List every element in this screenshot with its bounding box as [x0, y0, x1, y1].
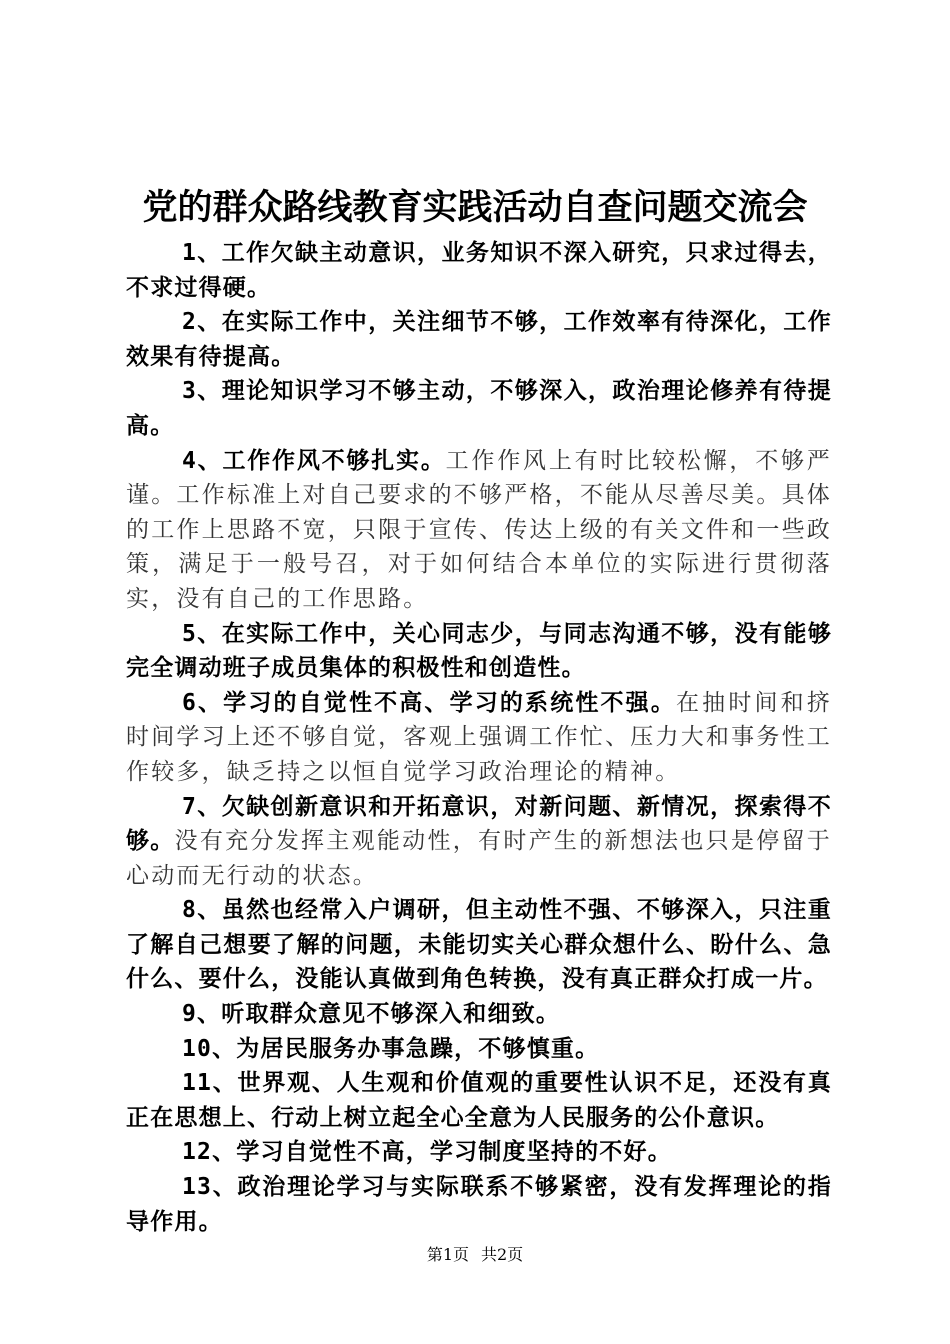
paragraph-main: 9、听取群众意见不够深入和细致。 — [182, 1001, 561, 1028]
paragraph-main: 13、政治理论学习与实际联系不够紧密，没有发挥理论的指导作用。 — [126, 1174, 832, 1235]
paragraph-main: 4、工作作风不够扎实。 — [182, 447, 446, 474]
paragraph-main: 1、工作欠缺主动意识，业务知识不深入研究，只求过得去，不求过得硬。 — [126, 240, 832, 301]
paragraph-13 — [126, 1170, 832, 1239]
paragraph-detail: 没有充分发挥主观能动性，有时产生的新想法也只是停留于心动而无行动的状态。 — [126, 828, 832, 889]
paragraph-11 — [126, 1066, 832, 1135]
paragraph-main: 5、在实际工作中，关心同志少，与同志沟通不够，没有能够完全调动班子成员集体的积极性和创造性。 — [126, 620, 832, 682]
paragraph-detail: 工作作风上有时比较松懈，不够严谨。工作标准上对自己要求的不够严格，不能从尽善尽美。具体的工作上思路不宽，只限于宣传、传达上级的有关文件和一些政策，满足于一般号召，对于如何结合本单位的实际进行贯彻落实，没有自己的工作思路。 — [126, 447, 832, 612]
paragraph-3 — [126, 374, 832, 443]
paragraph-4 — [126, 444, 832, 617]
paragraph-main: 3、理论知识学习不够主动，不够深入，政治理论修养有待提高。 — [126, 378, 832, 439]
paragraph-main: 7、欠缺创新意识和开拓意识，对新问题、新情况，探索得不够。 — [126, 793, 832, 855]
paragraph-7 — [126, 790, 832, 894]
paragraph-1 — [126, 236, 832, 305]
document-body — [126, 236, 832, 1239]
paragraph-main: 8、虽然也经常入户调研，但主动性不强、不够深入，只注重了解自己想要了解的问题，未能切实关心群众想什么、盼什么、急什么、要什么，没能认真做到角色转换，没有真正群众打成一片。 — [126, 897, 832, 993]
paragraph-main: 10、为居民服务办事急躁，不够慎重。 — [182, 1035, 600, 1062]
page-footer — [0, 1244, 950, 1266]
paragraph-6 — [126, 686, 832, 790]
page-count: 共2页 — [481, 1245, 524, 1264]
paragraph-9 — [126, 997, 832, 1032]
document-title: 党的群众路线教育实践活动自查问题交流会 — [142, 188, 808, 228]
paragraph-12 — [126, 1135, 832, 1170]
paragraph-5 — [126, 617, 832, 686]
paragraph-main: 6、学习的自觉性不高、学习的系统性不强。 — [182, 689, 676, 716]
paragraph-8 — [126, 893, 832, 997]
paragraph-main: 12、学习自觉性不高，学习制度坚持的不好。 — [182, 1139, 672, 1166]
paragraph-10 — [126, 1032, 832, 1067]
paragraph-2 — [126, 305, 832, 374]
paragraph-detail: 在抽时间和挤时间学习上还不够自觉，客观上强调工作忙、压力大和事务性工作较多，缺乏持之以恒自觉学习政治理论的精神。 — [126, 689, 832, 785]
paragraph-main: 2、在实际工作中，关注细节不够，工作效率有待深化，工作效果有待提高。 — [126, 309, 832, 370]
page-number: 第1页 — [426, 1245, 469, 1264]
paragraph-main: 11、世界观、人生观和价值观的重要性认识不足，还没有真正在思想上、行动上树立起全心全意为人民服务的公仆意识。 — [126, 1070, 832, 1131]
